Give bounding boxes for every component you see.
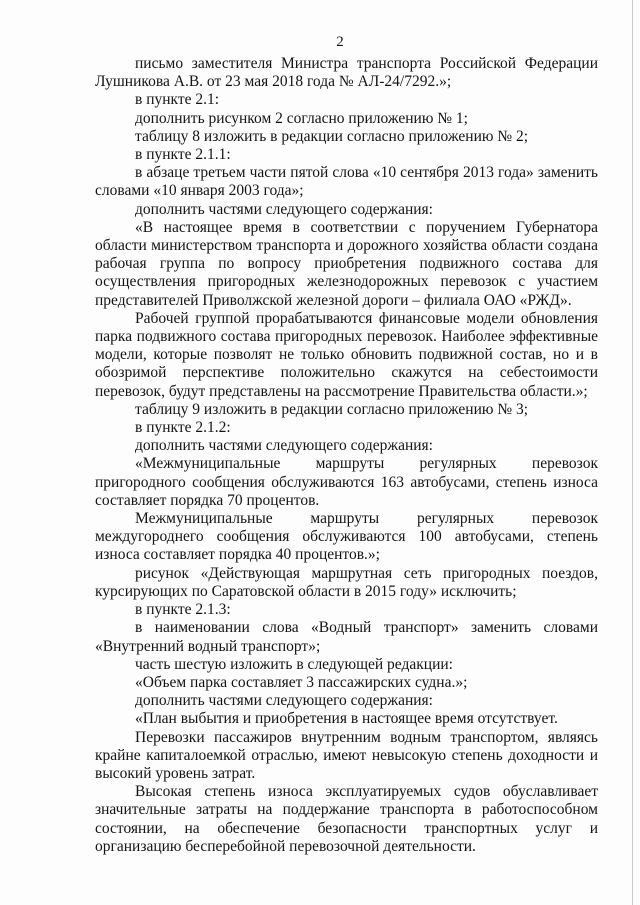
paragraph: таблицу 9 изложить в редакции согласно приложению № 3;	[135, 400, 529, 418]
paragraph: «План выбытия и приобретения в настоящее время отсутствует.	[135, 710, 558, 728]
paragraph: дополнить частями следующего содержания:	[135, 200, 433, 218]
paragraph: Высокая степень износа эксплуатируемых судов обуславливает значительные затраты на поддержание транспорта в работоспособном состоянии, на обеспечение безопасности транспортных услуг и организацию бесперебойной перевозочной деятельности.	[95, 783, 598, 855]
paragraph: рисунок «Действующая маршрутная сеть пригородных поездов, курсирующих по Саратовской области в 2015 году» исключить;	[95, 564, 598, 600]
paragraph: в пункте 2.1.3:	[135, 601, 231, 619]
paragraph: в пункте 2.1.2:	[135, 419, 231, 437]
paragraph: дополнить рисунком 2 согласно приложению № 1;	[135, 109, 468, 127]
paragraph: письмо заместителя Министра транспорта Российской Федерации Лушникова А.В. от 23 мая 2018 года № АЛ-24/7292.»;	[95, 55, 598, 91]
page-edge-shadow	[632, 0, 633, 905]
page-number: 2	[336, 34, 344, 50]
paragraph: «В настоящее время в соответствии с поручением Губернатора области министерством транспорта и дорожного хозяйства области создана рабочая группа по вопросу приобретения подвижного состава для осуществления пригородных железнодорожных перевозок с участием представителей Приволжской железной дороги – филиала ОАО «РЖД».	[95, 218, 598, 309]
paragraph: в наименовании слова «Водный транспорт» заменить словами «Внутренний водный транспорт»;	[95, 619, 598, 655]
document-body	[95, 55, 598, 856]
paragraph: «Объем парка составляет 3 пассажирских судна.»;	[135, 673, 468, 691]
paragraph: таблицу 8 изложить в редакции согласно приложению № 2;	[135, 127, 529, 145]
paragraph: Межмуниципальные маршруты регулярных перевозок междугороднего сообщения обслуживаются 100 автобусами, степень износа составляет порядка 40 процентов.»;	[95, 510, 598, 564]
paragraph: дополнить частями следующего содержания:	[135, 692, 433, 710]
paragraph: «Межмуниципальные маршруты регулярных перевозок пригородного сообщения обслуживаются 163 автобусами, степень износа составляет порядка 70 процентов.	[95, 455, 598, 509]
paragraph: часть шестую изложить в следующей редакции:	[135, 655, 453, 673]
paragraph: Перевозки пассажиров внутренним водным транспортом, являясь крайне капиталоемкой отраслью, имеют невысокую степень доходности и высокий уровень затрат.	[95, 728, 598, 782]
paragraph: в абзаце третьем части пятой слова «10 сентября 2013 года» заменить словами «10 января 2003 года»;	[95, 164, 598, 200]
paragraph: в пункте 2.1.1:	[135, 146, 231, 164]
paragraph: в пункте 2.1:	[135, 91, 220, 109]
paragraph: Рабочей группой прорабатываются финансовые модели обновления парка подвижного состава пригородных перевозок. Наиболее эффективные модели, которые позволят не только обновить подвижной состав, но и в обозримой перспективе положительно скажутся на себестоимости перевозок, будут представлены на рассмотрение Правительства области.»;	[95, 309, 598, 400]
paragraph: дополнить частями следующего содержания:	[135, 437, 433, 455]
